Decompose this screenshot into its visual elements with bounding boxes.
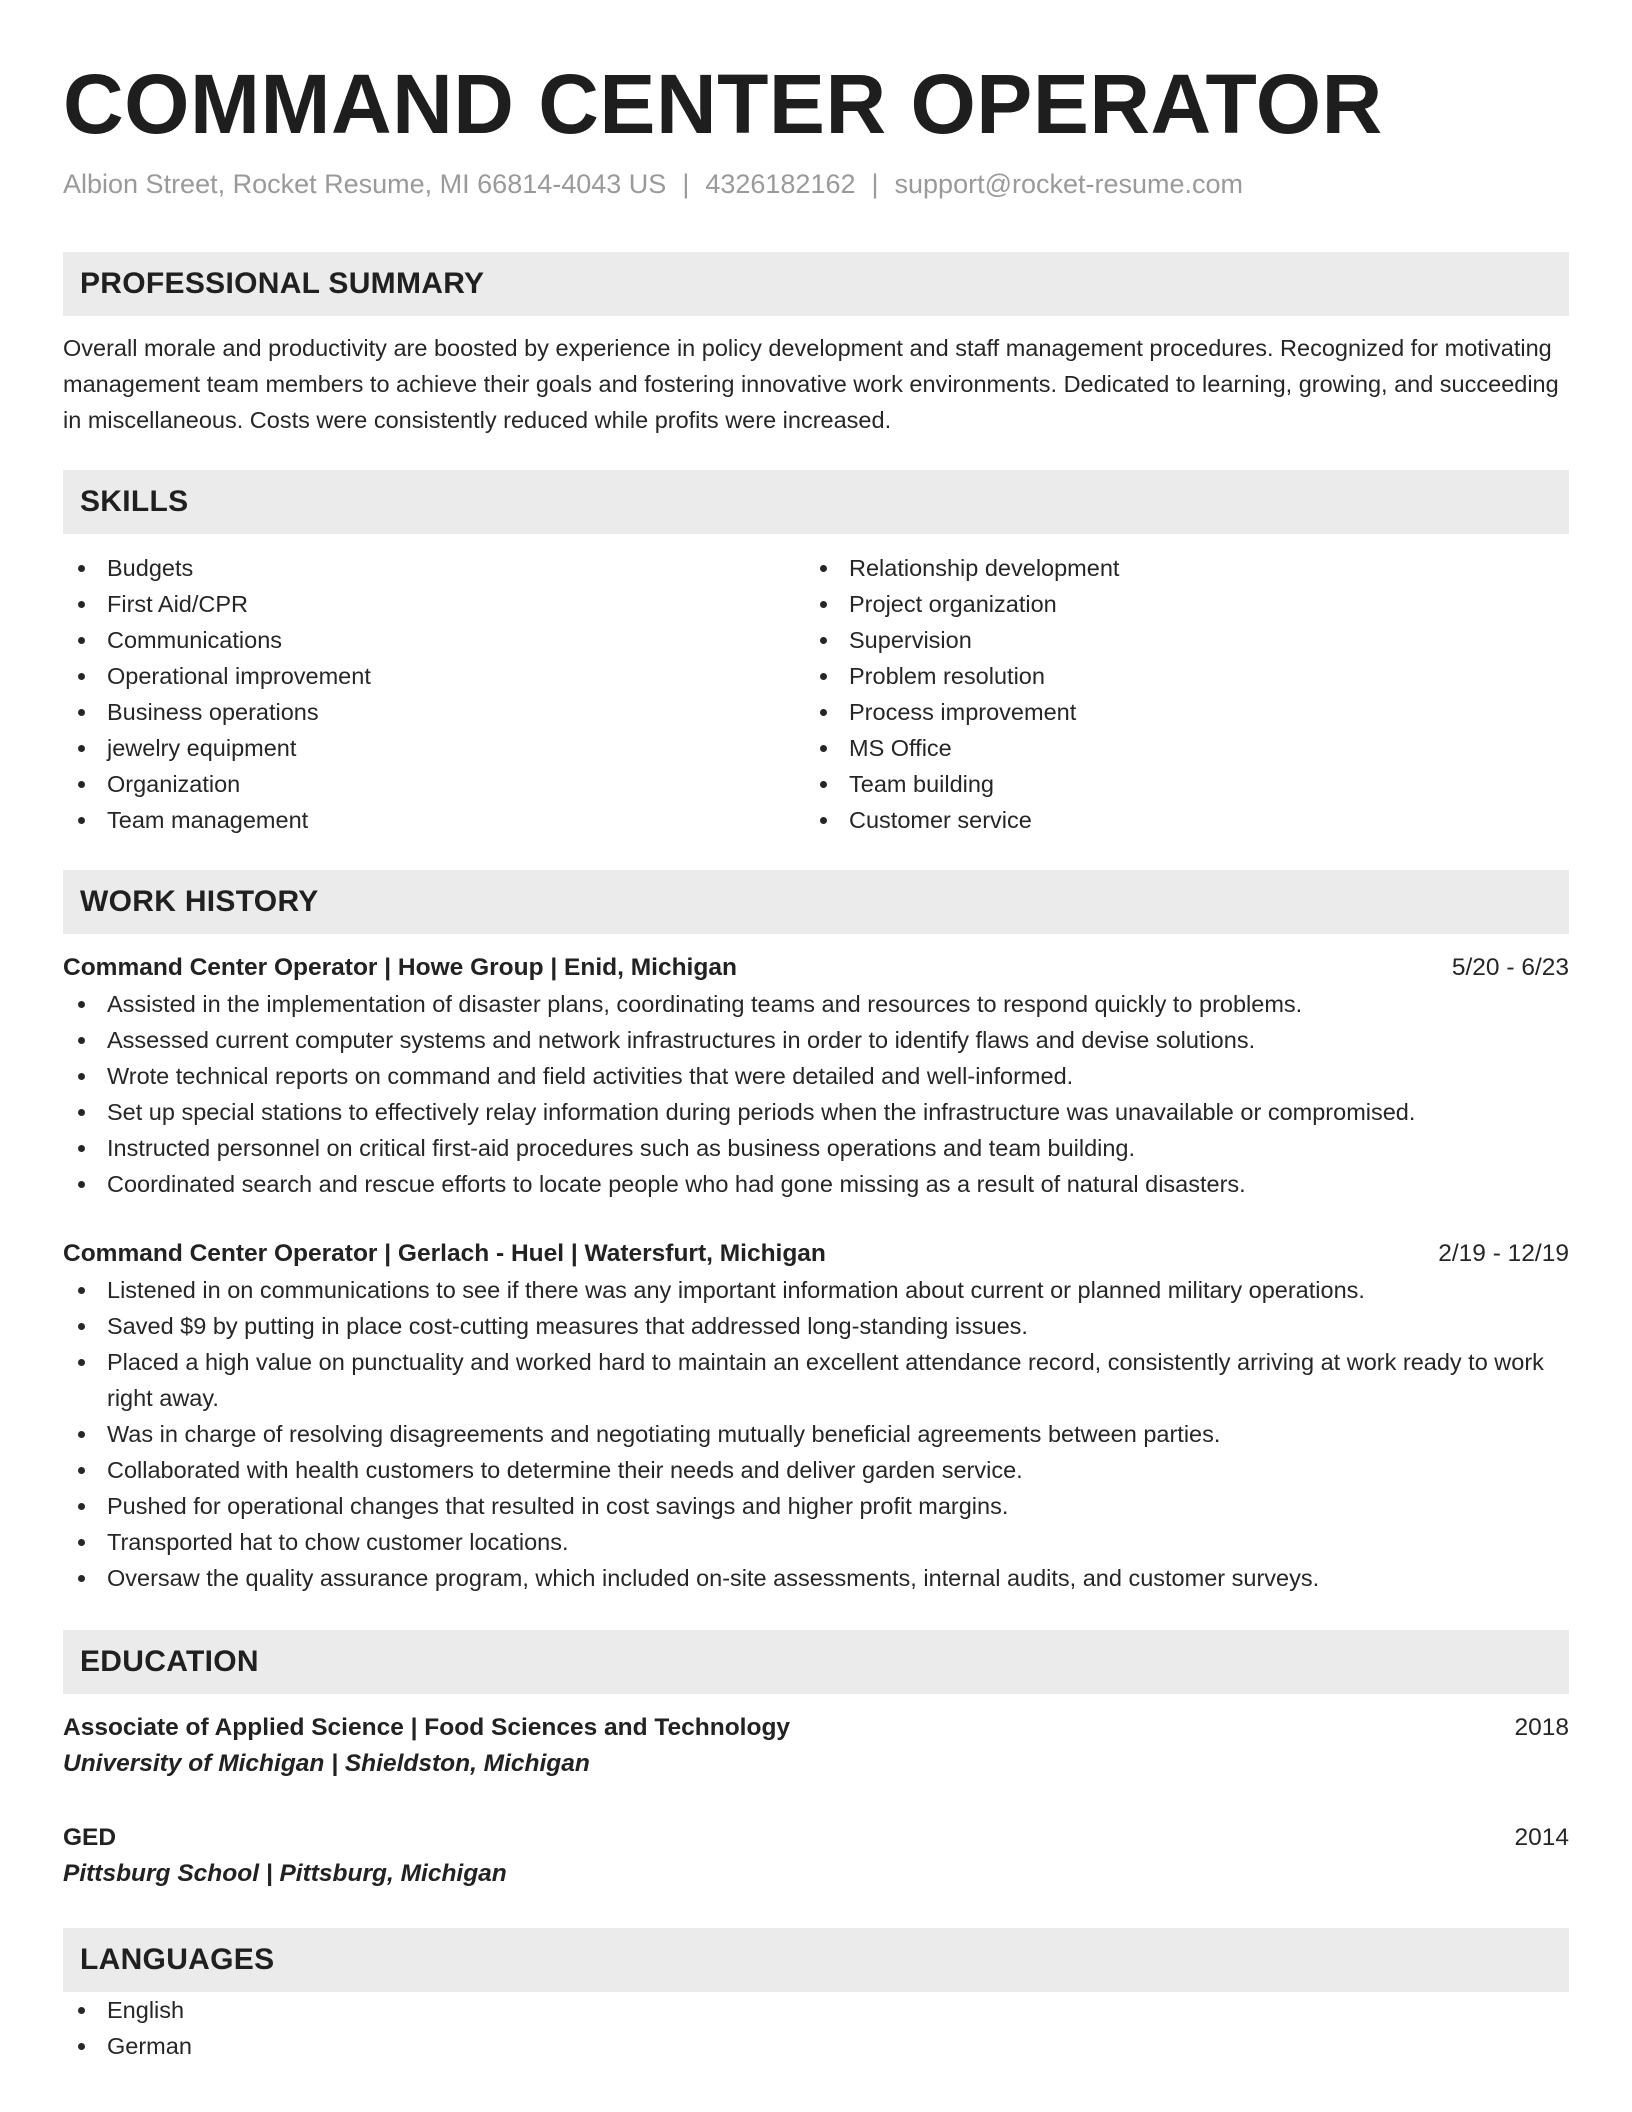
skill-item: Project organization (805, 586, 1547, 622)
skill-item: Team management (63, 802, 805, 838)
skills-list (63, 550, 1569, 838)
skill-item: Team building (805, 766, 1547, 802)
job-duties-list (63, 1272, 1569, 1596)
skill-item: Process improvement (805, 694, 1547, 730)
job-duty: Was in charge of resolving disagreements and negotiating mutually beneficial agreements between parties. (63, 1416, 1569, 1452)
job-heading (63, 950, 1569, 986)
summary-text: Overall morale and productivity are boosted by experience in policy development and staff management procedures. Recognized for motivating management team members to achieve their goals and fostering innovative work environments. Dedicated to learning, growing, and succeeding in miscellaneous. Costs were consistently reduced while profits were increased. (63, 335, 1559, 433)
education-heading (63, 1710, 1569, 1746)
section-header-languages: LANGUAGES (63, 1928, 1569, 1992)
skill-item: Supervision (805, 622, 1547, 658)
skill-item: Operational improvement (63, 658, 805, 694)
job-dates: 2/19 - 12/19 (1438, 1240, 1569, 1267)
job-duty: Instructed personnel on critical first-aid procedures such as business operations and team building. (63, 1130, 1569, 1166)
job-duty: Coordinated search and rescue efforts to locate people who had gone missing as a result of natural disasters. (63, 1166, 1569, 1202)
education-degree: GED (63, 1824, 117, 1851)
job-duty: Saved $9 by putting in place cost-cutting measures that addressed long-standing issues. (63, 1308, 1569, 1344)
education-degree: Associate of Applied Science | Food Sciences and Technology (63, 1714, 791, 1741)
education-school: Pittsburg School | Pittsburg, Michigan (63, 1860, 507, 1887)
contact-separator: | (682, 169, 690, 199)
skill-item: Problem resolution (805, 658, 1547, 694)
language-item: German (63, 2028, 1569, 2064)
job-duty: Wrote technical reports on command and field activities that were detailed and well-informed. (63, 1058, 1569, 1094)
contact-email: support@rocket-resume.com (894, 169, 1244, 199)
job-title: Command Center Operator | Howe Group | Enid, Michigan (63, 954, 737, 981)
job-duties-list (63, 986, 1569, 1202)
candidate-name: COMMAND CENTER OPERATOR (63, 57, 1383, 151)
job-duty: Assisted in the implementation of disaster plans, coordinating teams and resources to respond quickly to problems. (63, 986, 1569, 1022)
skill-item: Organization (63, 766, 805, 802)
skills-column-left (63, 550, 805, 838)
section-header-work-history: WORK HISTORY (63, 870, 1569, 934)
skill-item: Communications (63, 622, 805, 658)
job-duty: Assessed current computer systems and network infrastructures in order to identify flaws and devise solutions. (63, 1022, 1569, 1058)
contact-separator: | (871, 169, 879, 199)
skill-item: MS Office (805, 730, 1547, 766)
contact-line (63, 166, 1569, 202)
skill-item: Business operations (63, 694, 805, 730)
education-year: 2014 (1514, 1824, 1569, 1851)
job-duty: Transported hat to chow customer locations. (63, 1524, 1569, 1560)
skill-item: Customer service (805, 802, 1547, 838)
section-header-skills: SKILLS (63, 470, 1569, 534)
job-duty: Placed a high value on punctuality and worked hard to maintain an excellent attendance record, consistently arriving at work ready to work right away. (63, 1344, 1569, 1416)
skill-item: First Aid/CPR (63, 586, 805, 622)
job-title: Command Center Operator | Gerlach - Huel | Watersfurt, Michigan (63, 1240, 826, 1267)
job-dates: 5/20 - 6/23 (1451, 954, 1569, 981)
skills-column-right (805, 550, 1547, 838)
skill-item: jewelry equipment (63, 730, 805, 766)
section-header-summary: PROFESSIONAL SUMMARY (63, 252, 1569, 316)
job-heading (63, 1236, 1569, 1272)
education-school: University of Michigan | Shieldston, Michigan (63, 1750, 590, 1777)
job-duty: Oversaw the quality assurance program, which included on-site assessments, internal audits, and customer surveys. (63, 1560, 1569, 1596)
education-heading (63, 1820, 1569, 1856)
section-header-education: EDUCATION (63, 1630, 1569, 1694)
contact-address: Albion Street, Rocket Resume, MI 66814-4043 US (63, 169, 667, 199)
job-duty: Pushed for operational changes that resulted in cost savings and higher profit margins. (63, 1488, 1569, 1524)
contact-phone: 4326182162 (705, 169, 856, 199)
education-year: 2018 (1514, 1714, 1569, 1741)
job-duty: Set up special stations to effectively relay information during periods when the infrastructure was unavailable or compromised. (63, 1094, 1569, 1130)
job-duty: Listened in on communications to see if there was any important information about current or planned military operations. (63, 1272, 1569, 1308)
job-duty: Collaborated with health customers to determine their needs and deliver garden service. (63, 1452, 1569, 1488)
language-item: English (63, 1992, 1569, 2028)
skill-item: Relationship development (805, 550, 1547, 586)
skill-item: Budgets (63, 550, 805, 586)
languages-list (63, 1992, 1569, 2064)
